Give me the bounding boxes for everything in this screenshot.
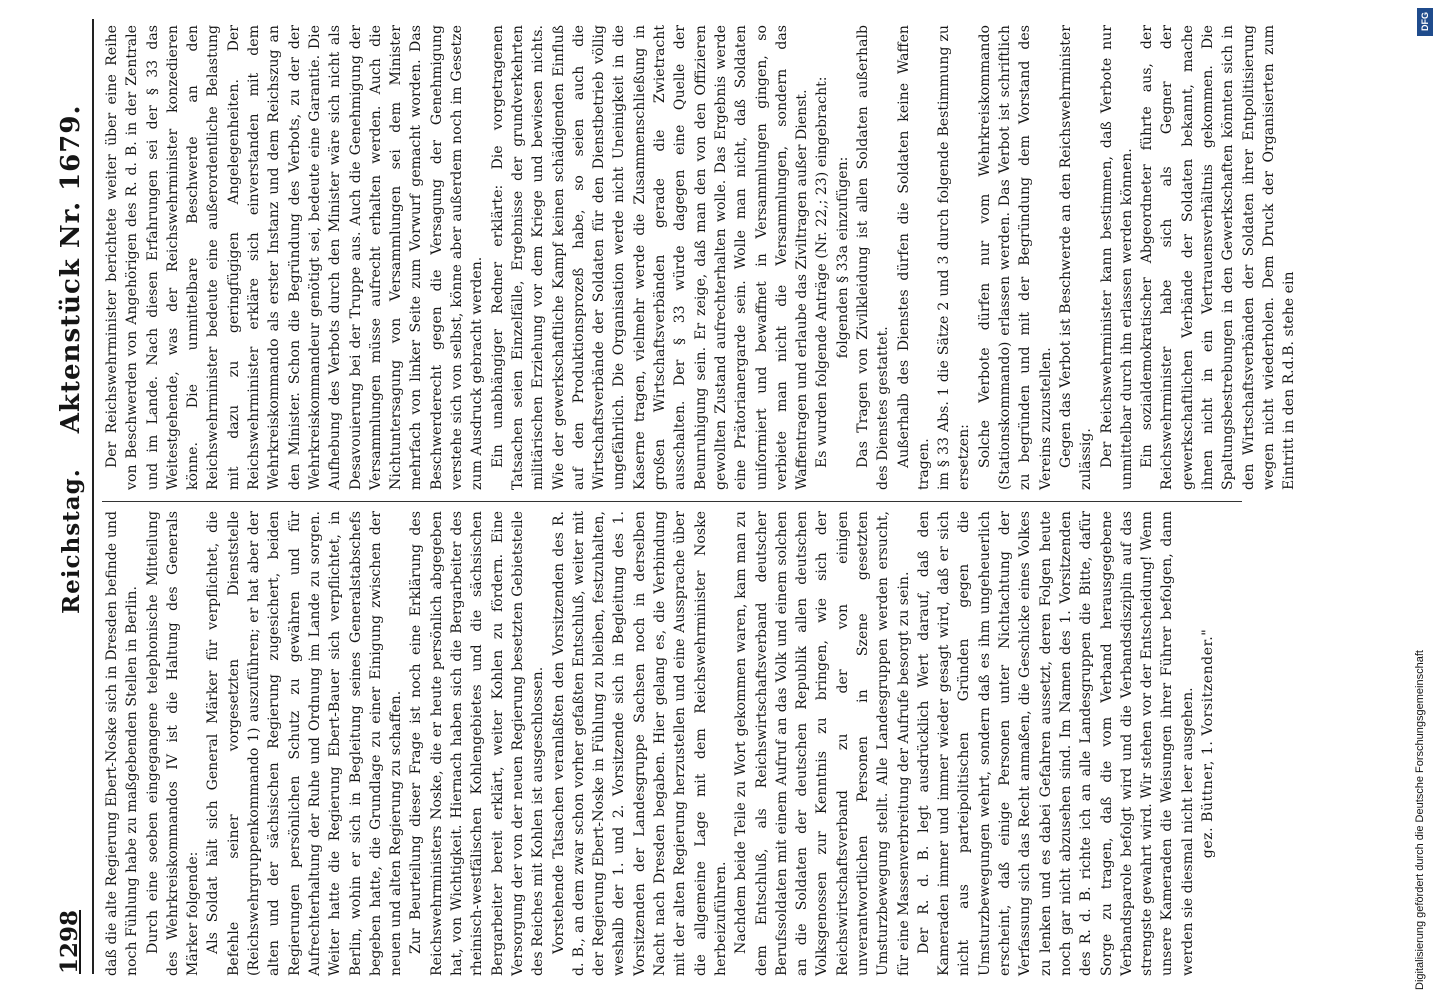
paragraph: Gegen das Verbot ist Beschwerde an den Reichswehrminister zulässig. <box>1057 25 1095 490</box>
paragraph: Ein unabhängiger Redner erklärte: Die vorgetragenen Tatsachen seien Einzelfälle, Ergebnisse der grundverkehrten militärischen Erziehung vor dem Kriege und bewiesen nichts. Wie der gewerkschaftliche Kampf keinen schädigenden Einfluß auf den Produktionsprozeß habe, so seien auch die Wirtschaftsverbände der Soldaten für den Dienstbetrieb völlig ungefährlich. Die Organisation werde nicht Uneinigkeit in die Kaserne tragen, vielmehr werde die Zusammenschließung in großen Wirtschaftsverbänden gerade die Zwietracht ausschalten. Der § 33 würde dagegen eine Quelle der Beunruhigung sein. Er zeige, daß man den von den Offizieren gewollten Zustand aufrechterhalten wolle. Das Ergebnis werde eine Prätorianergarde sein. Wolle man nicht, daß Soldaten uniformiert und bewaffnet in Versammlungen gingen, so verbiete man nicht die Versammlungen, sondern das Waffentragen und erlaube das Ziviltragen außer Dienst. <box>489 25 811 490</box>
digitization-credit: Digitalisierung gefördert durch die Deutsche Forschungsgemeinschaft <box>1414 650 1426 990</box>
page-title <box>56 105 86 614</box>
left-column <box>102 511 1218 976</box>
paragraph: Außerhalb des Dienstes dürfen die Soldaten keine Waffen tragen. <box>895 25 932 490</box>
paragraph: Der R. d. B. legt ausdrücklich Wert darauf, daß den Kameraden immer und immer wieder gesagt wird, daß er sich nicht aus parteipolitischen Gründen gegen die Umsturzbewegungen wehrt, sondern daß es ihm ungeheuerlich erscheint, daß einige Personen unter Nichtachtung der Verfassung sich das Recht anmaßen, die Geschicke eines Volkes zu lenken und es dabei Gefahren aussetzt, deren Folgen heute noch gar nicht abzusehen sind. Im Namen des 1. Vorsitzenden des R. d. B. richte ich an alle Landesgruppen die Bitte, dafür Sorge zu tragen, daß die vom Verband herausgegebene Verbandsparole befolgt wird und die Verbandsdisziplin auf das strengste gewahrt wird. Wir stehen vor der Entscheidung! Wenn unsere Kameraden die Weisungen ihrer Führer befolgen, dann werden sie diesmal nicht leer ausgehen. <box>915 511 1196 976</box>
page-header <box>56 44 90 974</box>
signature: gez. Büttner, 1. Vorsitzender." <box>1200 628 1217 859</box>
page-number: 1298 <box>56 909 83 974</box>
paragraph: Der Reichswehrminister kann bestimmen, daß Verbote nur unmittelbar durch ihn erlassen werden können. <box>1098 25 1135 490</box>
paragraph: Das Tragen von Zivilkleidung ist allen Soldaten außerhalb des Dienstes gestattet. <box>854 25 892 490</box>
document-number: Aktenstück Nr. 1679. <box>56 104 86 434</box>
paragraph: Der Reichswehrminister berichtete weiter über eine Reihe von Beschwerden von Angehörigen des R. d. B. in der Zentrale und im Lande. Nach diesen Erfahrungen sei der § 33 das Weitestgehende, was der Reichswehrminister konzedieren könne. Die unmittelbare Beschwerde an den Reichswehrminister bedeute eine außerordentliche Belastung mit dazu zu geringfügigen Angelegenheiten. Der Reichswehrminister erkläre sich einverstanden mit dem Wehrkreiskommando als erster Instanz und dem Reichszug an den Minister. Schon die Begründung des Verbots, zu der der Wehrkreiskommandeur genötigt sei, bedeute eine Garantie. Die Aufhebung des Verbots durch den Minister wäre sich nicht als Desavouierung bei der Truppe aus. Auch die Genehmigung der Versammlungen müsse aufrecht erhalten werden. Auch die Nichtuntersagung von Versammlungen sei dem Minister mehrfach von linker Seite zum Vorwurf gemacht worden. Das Beschwerderecht gegen die Versagung der Genehmigung verstehe sich von selbst, könne aber außerdem noch im Gesetze zum Ausdruck gebracht werden. <box>104 25 486 490</box>
paragraph: im § 33 Abs. 1 die Sätze 2 und 3 durch folgende Bestimmung zu ersetzen: <box>936 25 973 490</box>
paragraph: Ein sozialdemokratischer Abgeordneter führte aus, der Reichswehrminister habe sich als Gegner der gewerkschaftlichen Verbände der Soldaten bekannt, mache ihnen nicht in ein Vertrauensverhältnis gekommen. Die Spaltungsbestrebungen in den Gewerkschaften könnten sich in den Wirtschaftsverbänden der Soldaten ihrer Entpolitisierung wegen nicht wiederholen. Dem Druck der Organisierten zum Eintritt in den R.d.B. stehe ein <box>1139 25 1298 490</box>
paragraph: Als Soldat hält sich General Märker für verpflichtet, die Befehle seiner vorgesetzten Dienststelle (Reichswehrgruppenkommando 1) auszuführen; er hat aber der alten und der sächsischen Regierung zugesichert, beiden Regierungen persönlichen Schutz zu gewähren und für Aufrechterhaltung der Ruhe und Ordnung im Lande zu sorgen. Weiter hatte die Regierung Ebert-Bauer sich verpflichtet, in Berlin, wohin er sich in Begleitung seines Generalstabschefs begeben hatte, die Grundlage zu einer Einigung zwischen der neuen und alten Regierung zu schaffen. <box>205 511 405 976</box>
header-rule <box>92 19 94 974</box>
paragraph: Durch eine soeben eingegangene telephonische Mitteilung des Wehrkreiskommandos IV ist die Haltung des Generals Märker folgende: <box>144 511 202 976</box>
paragraph: folgenden § 33a einzufügen: <box>834 156 851 359</box>
header-title: Reichstag. <box>58 468 85 614</box>
dfg-logo: DFG <box>1417 8 1433 36</box>
paragraph: Vorstehende Tatsachen veranlaßten den Vorsitzenden des R. d. B., an dem zwar schon vorher gefaßten Entschluß, weiter mit der Regierung Ebert-Noske in Fühlung zu bleiben, festzuhalten, weshalb der 1. und 2. Vorsitzende sich in Begleitung des 1. Vorsitzenden der Landesgruppe Sachsen noch in derselben Nacht nach Dresden begaben. Hier gelang es, die Verbindung mit der alten Regierung herzustellen und eine Aussprache über die allgemeine Lage mit dem Reichswehrminister Noske herbeizuführen. <box>550 511 729 976</box>
column-divider <box>102 501 1242 502</box>
paragraph: Nachdem beide Teile zu Wort gekommen waren, kam man zu dem Entschluß, als Reichswirtschaftsverband deutscher Berufssoldaten mit einem Aufruf an das Volk und einem solchen an die Soldaten der deutschen Republik allen deutschen Volksgenossen zur Kenntnis zu bringen, wie sich der Reichswirtschaftsverband zu der von einigen unverantwortlichen Personen in Szene gesetzten Umsturzbewegung stellt. Alle Landesgruppen werden ersucht, für eine Massenverbreitung der Aufrufe besorgt zu sein. <box>733 511 912 976</box>
paragraph: Solche Verbote dürfen nur vom Wehrkreiskommando (Stationskommando) erlassen werden. Das Verbot ist schriftlich zu begründen und mit der Begründung dem Vorstand des Vereins zuzustellen. <box>976 25 1054 490</box>
right-column <box>102 25 1300 490</box>
paragraph: Es wurden folgende Anträge (Nr. 22,; 23) eingebracht: <box>814 76 831 468</box>
paragraph: Zur Beurteilung dieser Frage ist noch eine Erklärung des Reichswehrministers Noske, die er heute persönlich abgegeben hat, von Wichtigkeit. Hiernach haben sich die Bergarbeiter des rheinisch-westfälischen Kohlengebietes und die sächsischen Bergarbeiter bereit erklärt, weiter Kohlen zu fördern. Eine Versorgung der von der neuen Regierung besetzten Gebietsteile des Reiches mit Kohlen ist ausgeschlossen. <box>408 511 547 976</box>
paragraph: daß die alte Regierung Ebert-Noske sich in Dresden befinde und noch Fühlung habe zu maßgebenden Stellen in Berlin. <box>104 511 141 976</box>
